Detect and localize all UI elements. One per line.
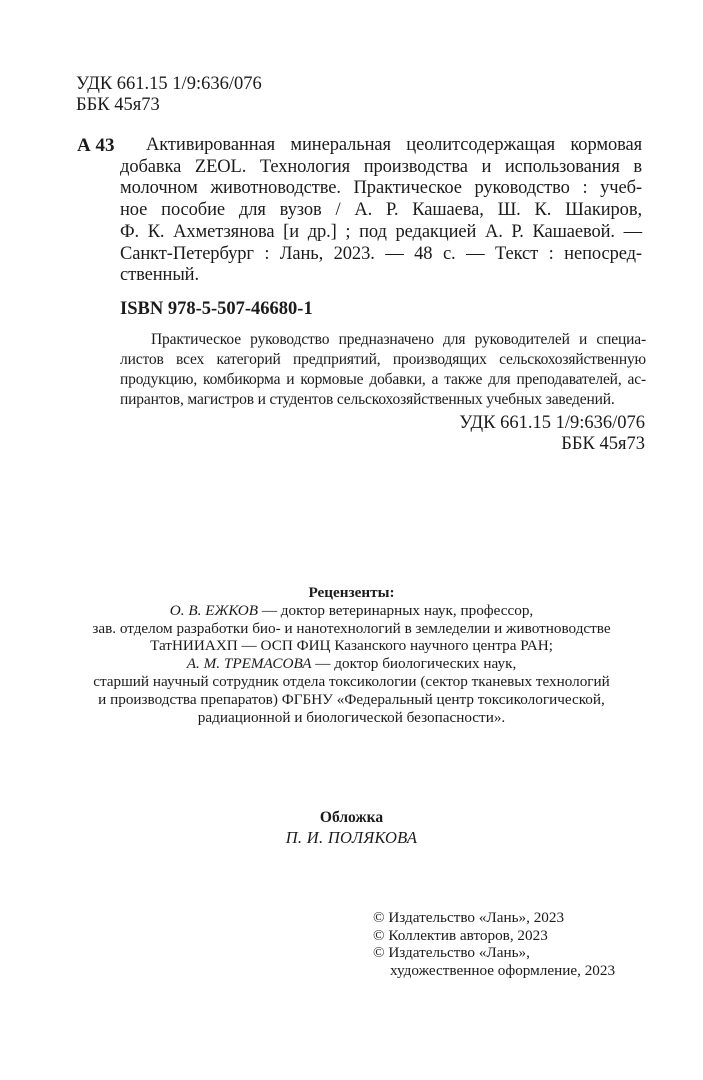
copyright-line: © Издательство «Лань», [373,944,530,962]
biblio-line: Ф. К. Ахметзянова [и др.] ; под редакцией А. Р. Кашаевой. — [120,221,642,242]
biblio-line: Активированная минеральная цеолитсодержащая кормовая [146,135,642,155]
reviewer-detail: зав. отделом разработки био- и нанотехнологий в земледелии и животноводстве [92,619,611,637]
abstract-line: листов всех категорий предприятий, производящих сельскохозяйственную [120,351,646,368]
bbk-code: ББК 45я73 [76,95,160,115]
reviewers-heading: Рецензенты: [308,584,395,601]
udk-code: УДК 661.15 1/9:636/076 [459,413,645,433]
biblio-line: ное пособие для вузов / А. Р. Кашаева, Ш. К. Шакиров, [120,200,642,221]
abstract-line: продукцию, комбикорма и кормовые добавки, а также для преподавателей, ас- [120,371,646,388]
cover-credit [0,808,703,848]
reviewer-detail: ТатНИИАХП — ОСП ФИЦ Казанского научного центра РАН; [150,637,553,655]
reviewers-section [0,584,703,726]
classification-codes-bottom [459,413,645,455]
reviewer-title: — доктор биологических наук, [311,655,517,673]
reviewer-detail: и производства препаратов) ФГБНУ «Федеральный центр токсикологической, [98,690,605,708]
abstract-line: пирантов, магистров и студентов сельскохозяйственных учебных заведений. [120,391,615,408]
biblio-line: добавка ZEOL. Технология производства и использования в [120,156,642,177]
cover-designer-name: П. И. ПОЛЯКОВА [285,828,418,847]
isbn: ISBN 978-5-507-46680-1 [120,299,313,319]
reviewer-name: А. М. ТРЕМАСОВА [186,655,312,673]
biblio-line: Санкт-Петербург : Лань, 2023. — 48 с. — Текст : непосред- [120,243,642,264]
reviewer-title: — доктор ветеринарных наук, профессор, [258,601,534,619]
biblio-line: молочном животноводстве. Практическое руководство : учеб- [120,178,642,199]
reviewer-detail: старший научный сотрудник отдела токсикологии (сектор тканевых технологий [93,672,610,690]
bibliographic-description [120,135,642,287]
reviewer-detail: радиационной и биологической безопасности». [197,708,506,726]
copyright-line: © Издательство «Лань», 2023 [373,909,565,926]
cover-heading: Обложка [319,809,384,826]
copyright-line: художественное оформление, 2023 [390,961,616,979]
biblio-line: ственный. [120,265,199,286]
reviewer-name: О. В. ЕЖКОВ [169,601,259,619]
copyright-block [373,909,615,979]
abstract-line: Практическое руководство предназначено для руководителей и специа- [151,331,646,348]
abstract [120,330,646,410]
bbk-code: ББК 45я73 [561,434,645,454]
author-sign: А 43 [77,135,115,156]
reviewer-entry [0,602,703,620]
reviewer-entry [0,655,703,673]
classification-codes-top [76,74,262,116]
udk-code: УДК 661.15 1/9:636/076 [76,74,262,94]
copyright-line: © Коллектив авторов, 2023 [373,926,548,944]
